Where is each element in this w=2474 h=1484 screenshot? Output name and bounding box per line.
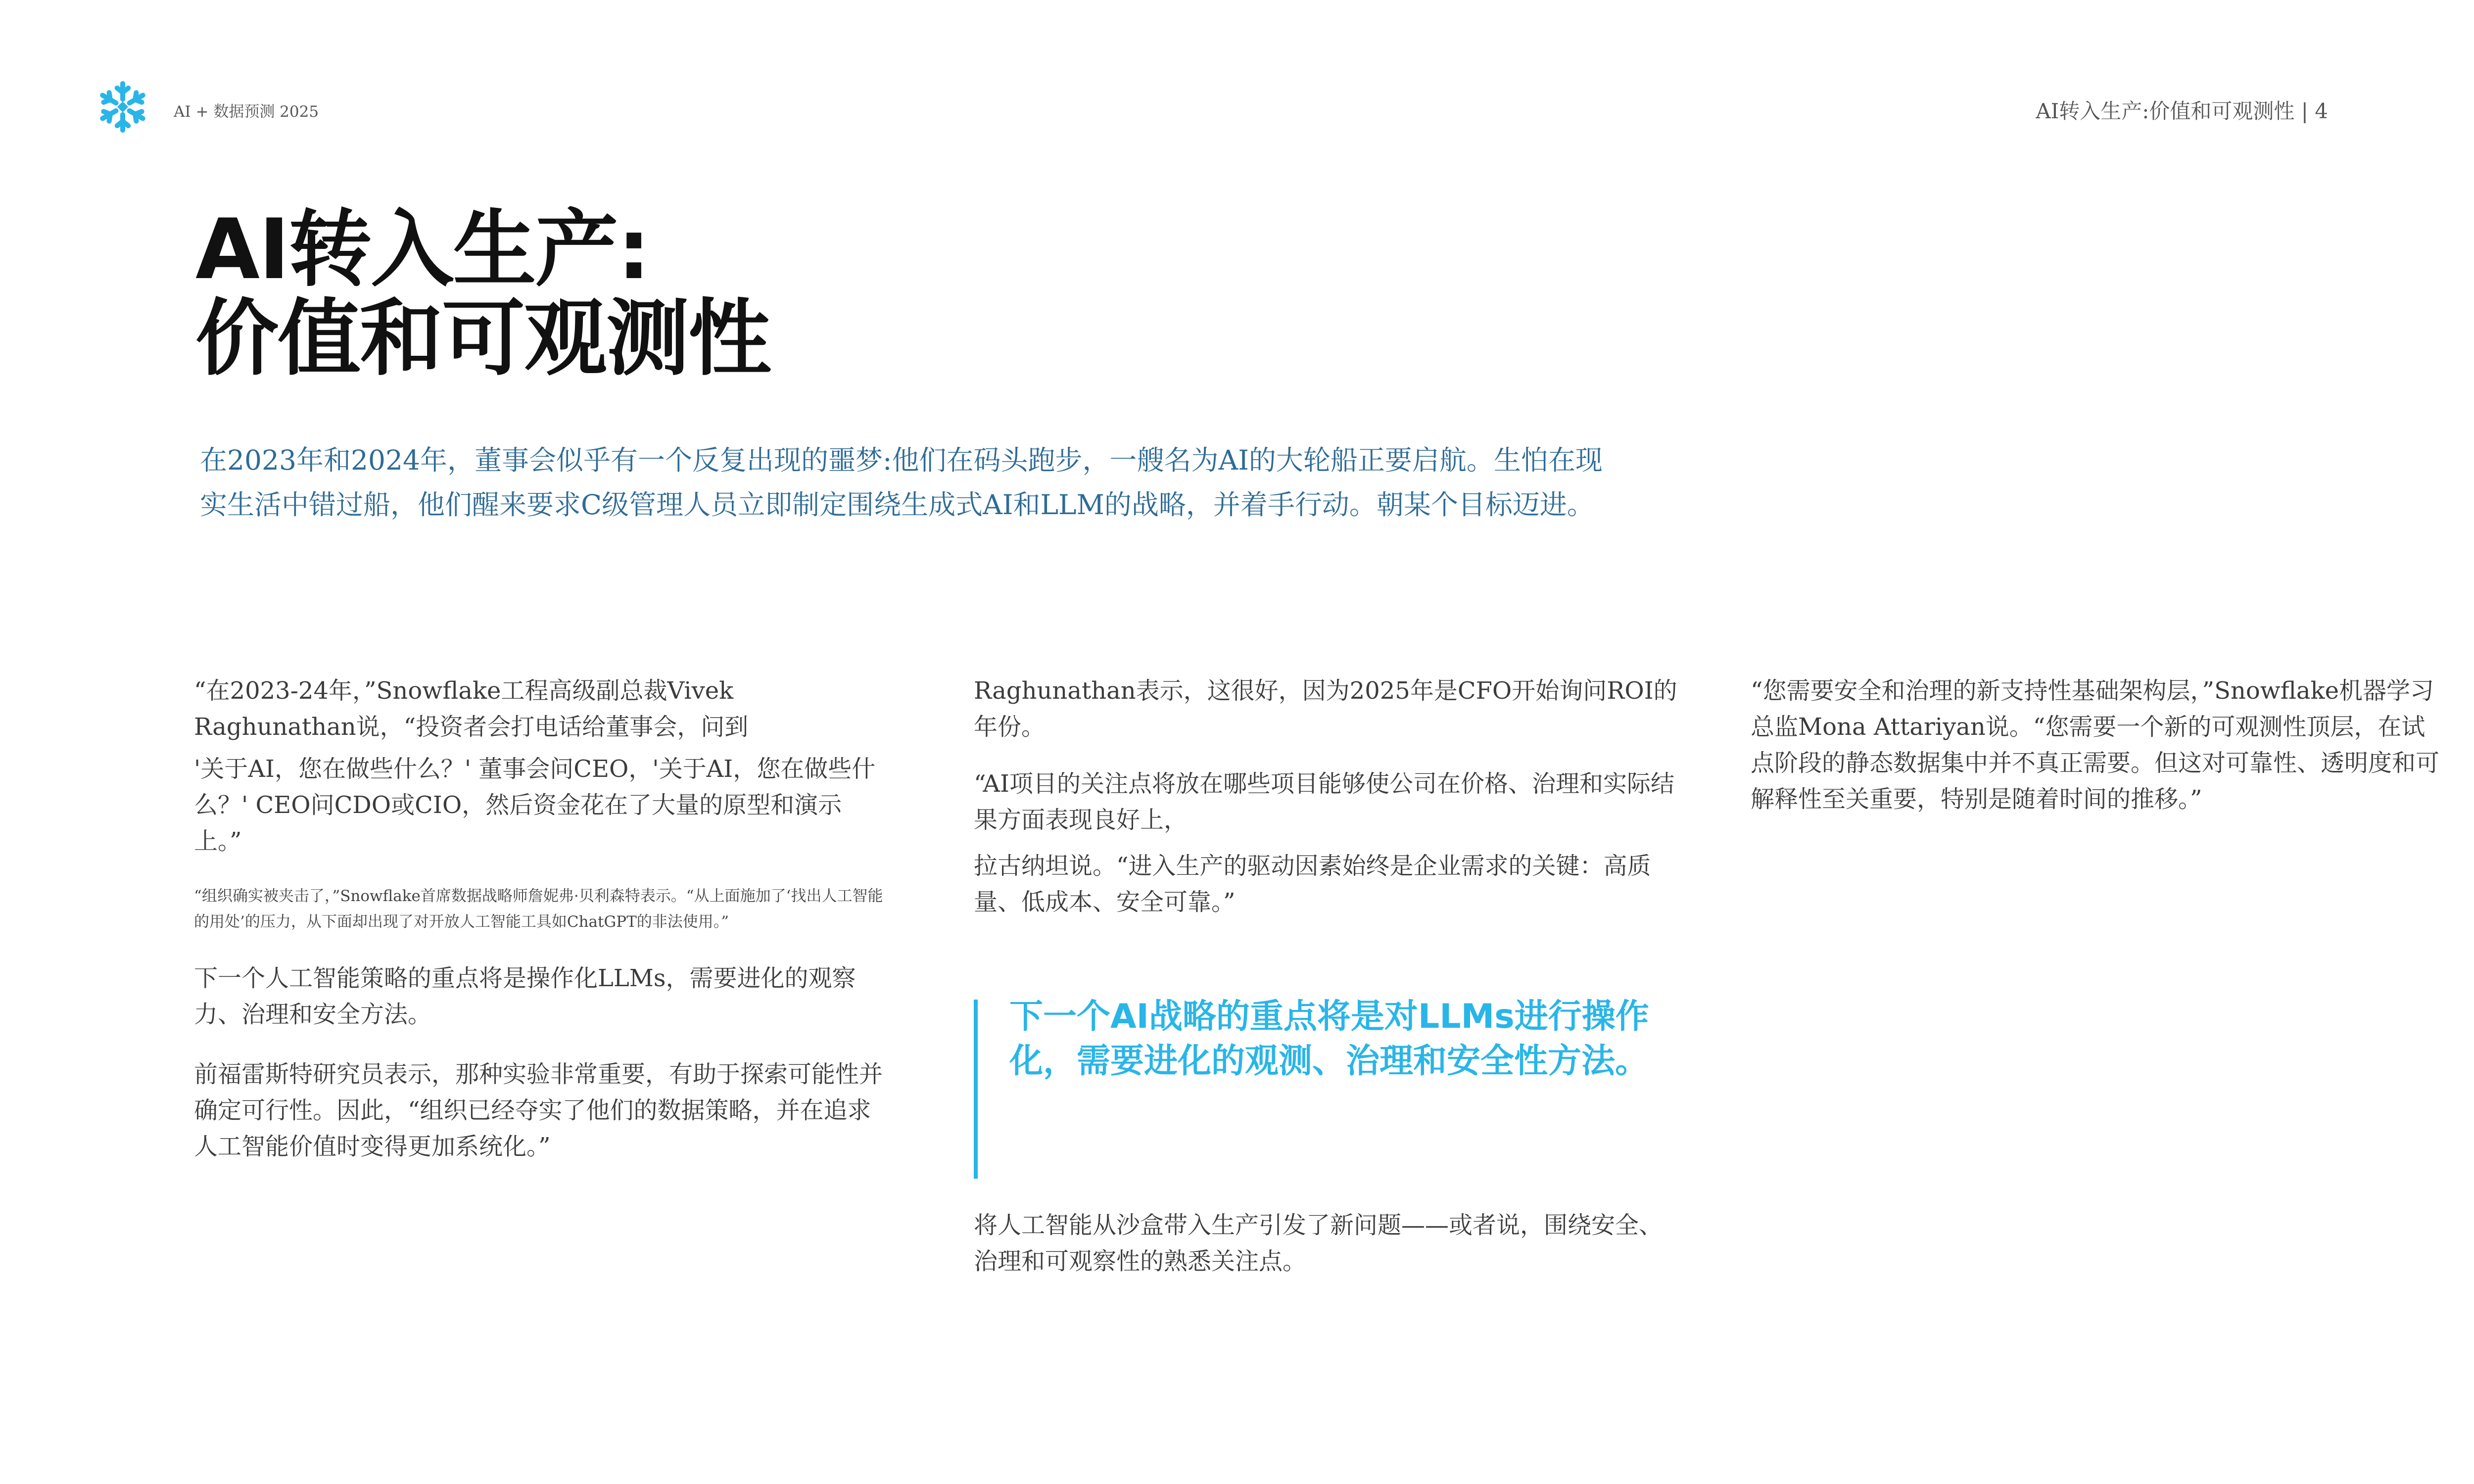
snowflake-icon (95, 79, 150, 135)
intro-paragraph: 在2023年和2024年，董事会似乎有一个反复出现的噩梦:他们在码头跑步，一艘名为AI的大轮船正要启航。生怕在现实生活中错过船，他们醒来要求C级管理人员立即制定围绕生成式AI和LLM的战略，并着手行动。朝某个目标迈进。 (200, 444, 1603, 521)
col1-paragraph-4: 下一个人工智能策略的重点将是操作化LLMs，需要进化的观察力、治理和安全方法。 (194, 964, 856, 1028)
column-1 (194, 673, 887, 1165)
col1-paragraph-3: “组织确实被夹击了，”Snowflake首席数据战略师詹妮弗·贝利森特表示。“从上面施加了‘找出人工智能的用处’的压力，从下面却出现了对开放人工智能工具如ChatGPT的非法使用。” (194, 887, 883, 931)
column-2-bottom (974, 1207, 1681, 1280)
col2-paragraph-3: 拉古纳坦说。“进入生产的驱动因素始终是企业需求的关键：高质量、低成本、安全可靠。” (974, 852, 1651, 916)
col2-paragraph-1: Raghunathan表示，这很好，因为2025年是CFO开始询问ROI的年份。 (974, 677, 1677, 741)
col2-paragraph-2: “AI项目的关注点将放在哪些项目能够使公司在价格、治理和实际结果方面表现良好上， (974, 770, 1674, 834)
report-label: AI + 数据预测 2025 (174, 103, 319, 121)
page-title (195, 201, 1383, 387)
pull-quote-bar (974, 1000, 978, 1179)
col1-paragraph-2: '关于AI，您在做些什么？' 董事会问CEO，'关于AI，您在做些什么？' CEO问CDO或CIO，然后资金花在了大量的原型和演示上。” (194, 755, 876, 855)
col1-paragraph-5: 前福雷斯特研究员表示，那种实验非常重要，有助于探索可能性并确定可行性。因此，“组织已经夺实了他们的数据策略，并在追求人工智能价值时变得更加系统化。” (194, 1060, 883, 1160)
pull-quote: 下一个AI战略的重点将是对LLMs进行操作化，需要进化的观测、治理和安全性方法。 (1009, 997, 1649, 1081)
page-meta: AI转入生产:价值和可观测性 | 4 (2036, 99, 2328, 123)
col2-paragraph-4: 将人工智能从沙盒带入生产引发了新问题——或者说，围绕安全、治理和可观察性的熟悉关注点。 (974, 1211, 1663, 1275)
column-2 (974, 673, 1681, 920)
col3-paragraph-1: “您需要安全和治理的新支持性基础架构层，”Snowflake机器学习总监Mona Attariyan说。“您需要一个新的可观测性顶层，在试点阶段的静态数据集中并不真正需要。但这对可靠性、透明度和可解释性至关重要，特别是随着时间的推移。” (1751, 677, 2440, 813)
page-title-line-1: AI转入生产: (195, 201, 650, 298)
col1-paragraph-1: “在2023-24年，”Snowflake工程高级副总裁Vivek Raghunathan说，“投资者会打电话给董事会，问到 (194, 677, 749, 741)
column-3 (1751, 673, 2443, 817)
page-title-line-2: 价值和可观测性 (195, 289, 770, 387)
